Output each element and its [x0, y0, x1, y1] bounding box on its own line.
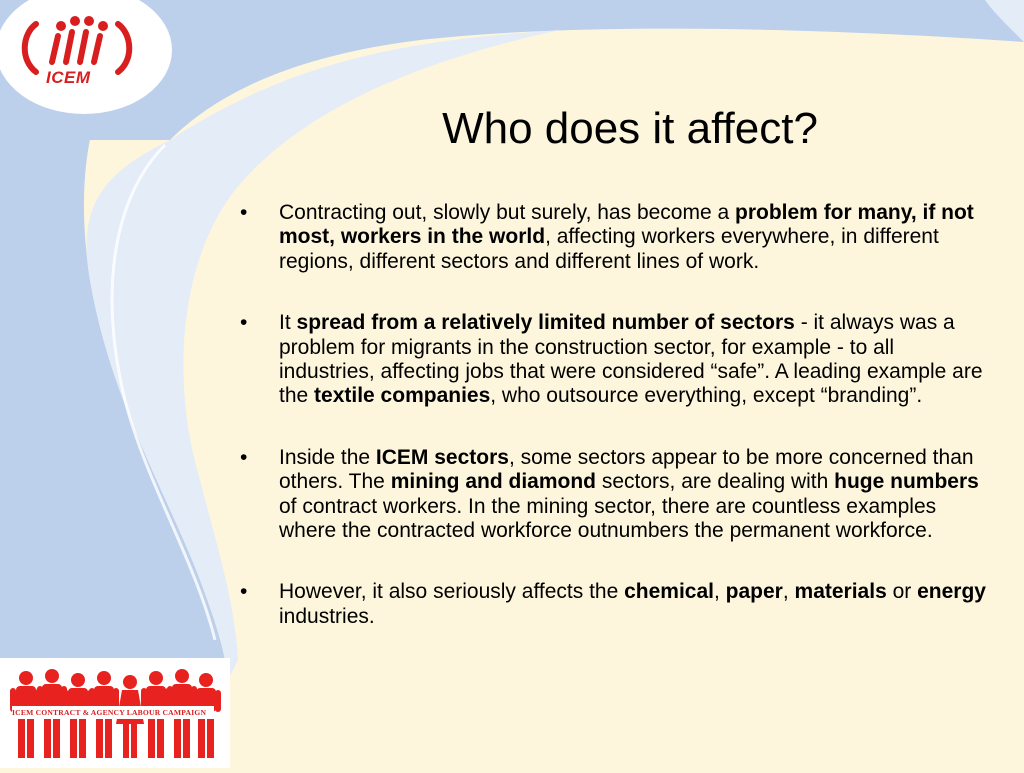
bullet-item [240, 201, 988, 274]
bullet-text-bold: textile companies [314, 384, 491, 408]
bullet-list [240, 201, 988, 666]
icem-logo [6, 2, 156, 102]
bullet-text: Contracting out, slowly but surely, has become a [279, 201, 736, 224]
bullet-text: industries. [279, 604, 375, 628]
bullet-text-bold: chemical [624, 580, 714, 604]
bullet-text-bold: huge numbers [834, 470, 979, 494]
bullet-text: of contract workers. In the mining sector, there are countless examples where the contracted workforce outnumbers the permanent workforce. [279, 494, 937, 543]
slide-title: Who does it affect? [442, 104, 818, 153]
bullet-text: However, it also seriously affects the [279, 580, 625, 604]
bullet-text: - it always was a problem for migrants in the construction sector, for example - to all industries, affecting jobs that were considered “safe”. A leading example are the [279, 311, 983, 408]
bullet-text-bold: spread from a relatively limited number of sectors [296, 311, 795, 335]
bullet-text: , who outsource everything, except “branding”. [490, 384, 923, 408]
bullet-text: sectors, are dealing with [596, 470, 835, 494]
bullet-item [240, 311, 988, 409]
bullet-text-bold: mining and diamond [390, 470, 597, 494]
bullet-text-bold: materials [794, 580, 887, 604]
bullet-text: or [886, 580, 918, 604]
bullet-text-bold: paper [725, 580, 783, 604]
bullet-text-bold: energy [917, 580, 986, 604]
bullet-text-bold: problem for many, if not most, workers in the world [279, 201, 974, 249]
bullet-item [240, 580, 988, 629]
bullet-text: It [279, 311, 297, 335]
bullet-text: , [782, 580, 795, 604]
bullet-text: , some sectors appear to be more concerned than others. The [279, 445, 974, 494]
bullet-text-bold: ICEM sectors [375, 445, 509, 469]
bullet-text: , [714, 580, 726, 604]
bullet-text: Inside the [279, 445, 376, 469]
campaign-banner-text: ICEM CONTRACT & AGENCY LABOUR CAMPAIGN [12, 706, 214, 719]
bullet-text: , affecting workers everywhere, in different regions, different sectors and different lines of work. [279, 225, 939, 273]
logo-text: ICEM [46, 68, 91, 87]
bullet-item [240, 446, 988, 544]
